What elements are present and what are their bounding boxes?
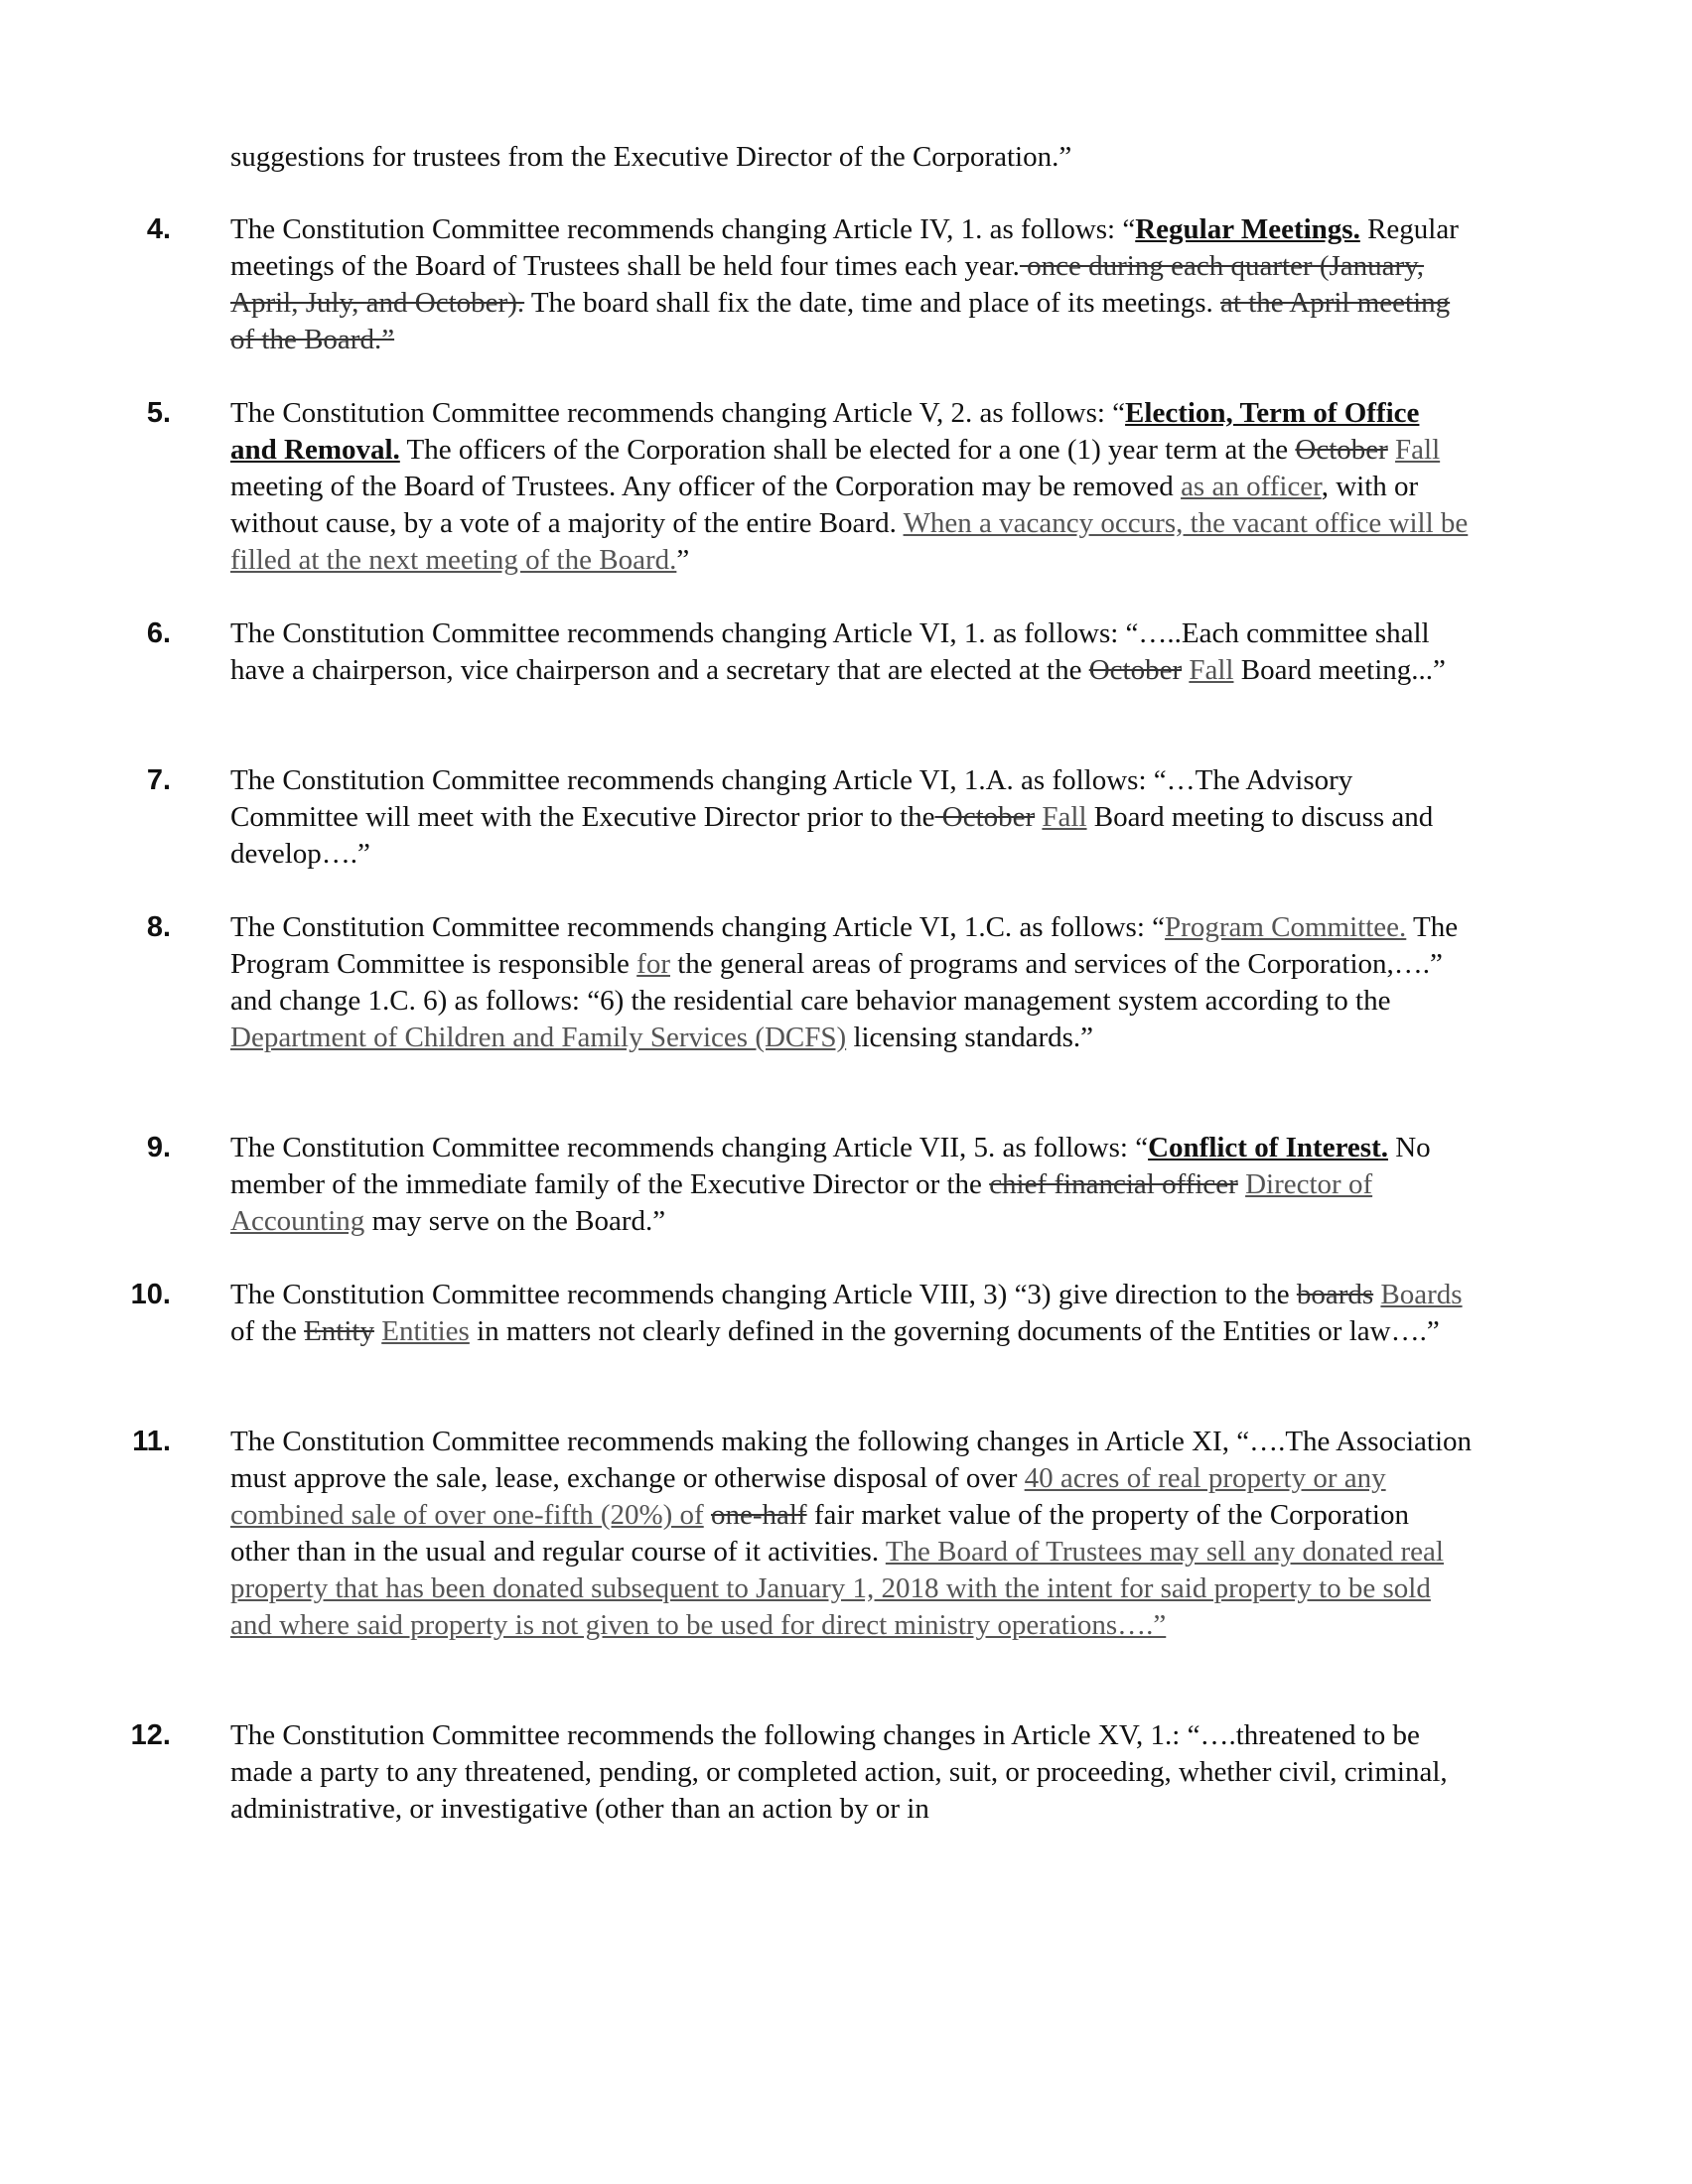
text-run [1388,434,1395,466]
text-run: The Constitution Committee recommends changing [230,397,833,429]
text-run: The Constitution Committee recommends making the following changes in [230,1426,1105,1457]
bold-text: Article XV, 1. [1011,1719,1173,1751]
item-number: 10. [130,1279,171,1310]
recommendation-9 [146,1130,1472,1240]
text-run: The Constitution Committee recommends changing [230,1279,833,1310]
text-run: , with or without cause, by a vote of a majority of the entire Board. [230,471,1419,539]
item-text [230,1424,1472,1644]
text-run: The Constitution Committee recommends changing [230,764,833,796]
recommendation-7 [146,762,1472,873]
text-run: The Constitution Committee recommends changing [230,617,833,649]
text-run: “3) give direction to the [1007,1279,1297,1310]
text-run: as follows: “ [995,1132,1149,1163]
text-run: : “….threatened to be made a party to any threatened, pending, or completed action, suit, or proceeding, whether civil, criminal, administrative, or investigative (other than an action by or in [230,1719,1448,1825]
item-number: 5. [146,397,171,429]
inserted-text: Department of Children and Family Services (DCFS) [230,1022,847,1053]
item-number: 6. [146,617,171,649]
bold-text: Article XI [1104,1426,1222,1457]
text-run: The Constitution Committee recommends changing [230,911,833,943]
text-run: The Program Committee is responsible [230,911,1459,980]
heading-text: Conflict of Interest. [1148,1132,1388,1163]
struck-text: October [934,801,1036,833]
item-text [230,762,1472,873]
text-run: as follows: “ [982,213,1136,245]
struck-text: Entity [304,1315,374,1347]
heading-text: Election, Term of Office and Removal. [230,397,1420,466]
item-text [230,211,1472,358]
struck-text: October [1088,654,1183,686]
text-run: Regular meetings of the Board of Trustees shall be held four times each year. [230,213,1459,282]
item-number: 7. [146,764,171,796]
recommendation-6 [146,615,1472,689]
inserted-text: Fall [1042,801,1087,833]
text-run [704,1499,711,1531]
text-run: No member of the immediate family of the Executive Director or the [230,1132,1431,1200]
struck-text: one-half [710,1499,807,1531]
text-run: the general areas of programs and services of the Corporation,….” and change [230,948,1443,1017]
bold-text: Article VIII, 3) [832,1279,1008,1310]
continuation-text: suggestions for trustees from the Executive Director of the Corporation.” [230,141,1072,173]
recommendation-5 [146,395,1472,579]
inserted-text: The Board of Trustees may sell any donated real property that has been donated subsequent to January 1, 2018 with the intent for said property to be sold and where said property is not given to be used for direct ministry operations….” [230,1536,1444,1641]
inserted-text: Entities [381,1315,470,1347]
inserted-text: Program Committee. [1165,911,1407,943]
text-run: fair market value of the property of the Corporation other than in the usual and regular course of it activities. [230,1499,1409,1568]
text-run: The board shall fix the date, time and place of its meetings. [524,287,1221,319]
text-run [1238,1168,1245,1200]
struck-text: once during each quarter (January, April, July, and October). [230,250,1425,319]
text-run: as follows: “…..Each committee shall have a chairperson, vice chairperson and a secretary that are elected at the [230,617,1430,686]
inserted-text: 40 acres of real property or any combined sale of over one-fifth (20%) of [230,1462,1386,1531]
inserted-text: Fall [1189,654,1234,686]
item-number: 11. [132,1426,171,1457]
item-number: 9. [146,1132,171,1163]
struck-text: boards [1296,1279,1374,1310]
recommendation-12 [130,1717,1472,1828]
bold-text: 1.C. 6) [367,985,448,1017]
bold-text: Article V, 2. [832,397,973,429]
recommendation-10 [130,1277,1472,1350]
inserted-text: for [636,948,670,980]
text-run: ” [676,544,690,576]
item-text [230,1277,1472,1350]
bold-text: Article VI, 1.C. [832,911,1013,943]
bold-text: Article IV, 1. [832,213,983,245]
text-run: of the [230,1315,305,1347]
struck-text: October [1295,434,1388,466]
inserted-text: Boards [1380,1279,1463,1310]
struck-text: chief financial officer [989,1168,1238,1200]
inserted-text: Director of Accounting [230,1168,1373,1237]
recommendation-11 [132,1424,1473,1644]
bold-text: Article VI, 1.A. [832,764,1014,796]
inserted-text: When a vacancy occurs, the vacant office will be filled at the next meeting of the Board. [230,507,1469,576]
text-run: as follows: “6) the residential care behavior management system according to the [447,985,1391,1017]
text-run: may serve on the Board.” [364,1205,666,1237]
text-run: Board meeting to discuss and develop….” [230,801,1434,870]
inserted-text: as an officer [1181,471,1322,502]
heading-text: Regular Meetings. [1135,213,1360,245]
item-text [230,615,1472,689]
text-run: The Constitution Committee recommends the following changes in [230,1719,1012,1751]
text-run: licensing standards.” [846,1022,1094,1053]
item-number: 12. [130,1719,171,1751]
text-run: as follows: “…The Advisory Committee will meet with the Executive Director prior to the [230,764,1353,833]
struck-text: at the April meeting of the Board.” [230,287,1451,355]
text-run: The officers of the Corporation shall be elected for a one (1) year term at the [399,434,1296,466]
item-number: 4. [146,213,171,245]
text-run: as follows: “ [1012,911,1166,943]
recommendation-8 [146,909,1472,1056]
item-text [230,1717,1472,1828]
item-text [230,395,1472,579]
inserted-text: Fall [1395,434,1441,466]
text-run: in matters not clearly defined in the governing documents of the Entities or law….” [469,1315,1440,1347]
text-run: The Constitution Committee recommends changing [230,1132,833,1163]
text-run: meeting of the Board of Trustees. Any officer of the Corporation may be removed [230,471,1182,502]
item-text [230,909,1472,1056]
text-run: Board meeting...” [1233,654,1446,686]
recommendation-4 [146,211,1472,358]
bold-text: Article VI, 1. [832,617,986,649]
item-text [230,1130,1472,1240]
bold-text: Article VII, 5. [832,1132,996,1163]
text-run: The Constitution Committee recommends changing [230,213,833,245]
text-run: , “….The Association must approve the sale, lease, exchange or otherwise disposal of over [230,1426,1473,1494]
text-run: as follows: “ [972,397,1126,429]
item-number: 8. [146,911,171,943]
